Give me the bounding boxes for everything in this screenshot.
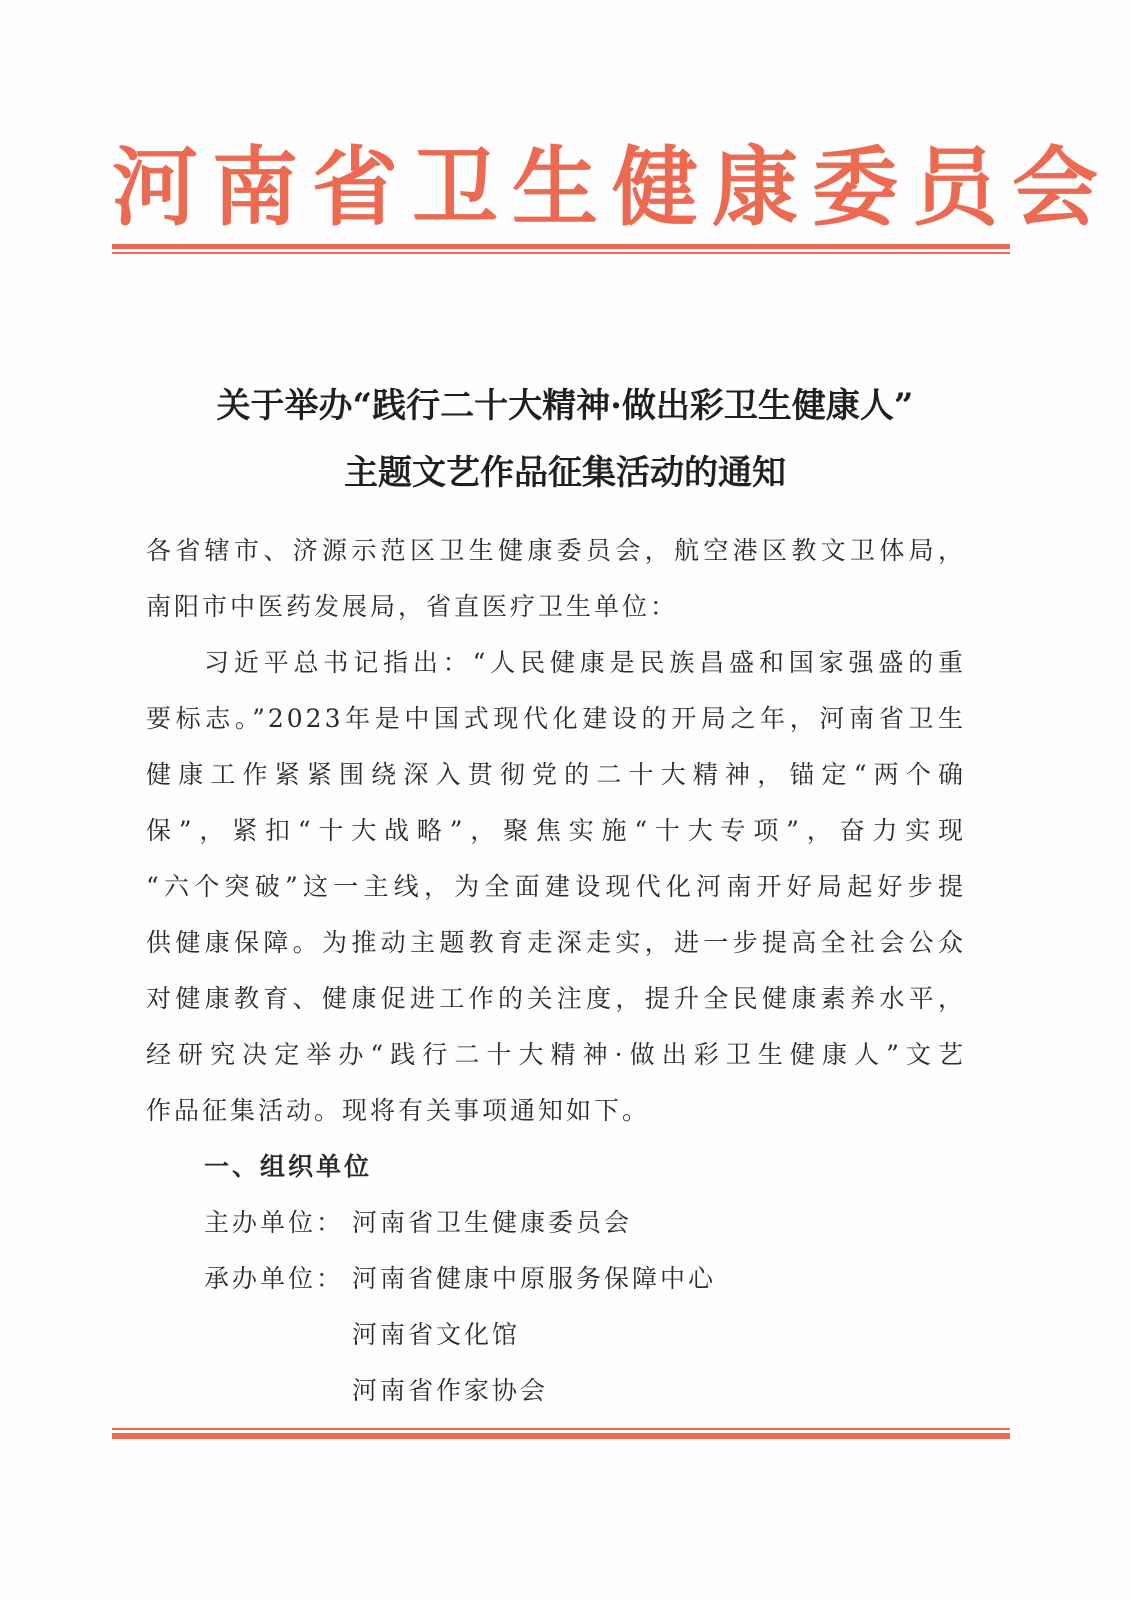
paragraph-line: 作品征集活动。现将有关事项通知如下。 — [146, 1096, 651, 1125]
footer-rule-thick — [112, 1433, 1010, 1439]
paragraph-line: 对健康教育、健康促进工作的关注度，提升全民健康素养水平， — [146, 984, 966, 1013]
organizer-item: 河南省作家协会 — [352, 1376, 549, 1405]
paragraph-line: 要标志。”2023年是中国式现代化建设的开局之年，河南省卫生 — [146, 704, 966, 733]
paragraph-line: 经研究决定举办“践行二十大精神·做出彩卫生健康人”文艺 — [146, 1040, 966, 1069]
addressee-line2: 南阳市中医药发展局，省直医疗卫生单位： — [146, 592, 679, 621]
addressee-line1: 各省辖市、济源示范区卫生健康委员会，航空港区教文卫体局， — [146, 536, 966, 565]
footer-rule-thin — [112, 1428, 1010, 1430]
notice-title-line2: 主题文艺作品征集活动的通知 — [344, 453, 786, 493]
paragraph-line: 供健康保障。为推动主题教育走深走实，进一步提高全社会公众 — [146, 928, 966, 957]
paragraph-line: 健康工作紧紧围绕深入贯彻党的二十大精神，锚定“两个确 — [146, 760, 966, 789]
host-value: 河南省卫生健康委员会 — [352, 1208, 633, 1237]
organizer-item: 河南省健康中原服务保障中心 — [352, 1264, 717, 1293]
paragraph-line: 保”，紧扣“十大战略”，聚焦实施“十大专项”，奋力实现 — [146, 816, 966, 845]
masthead-rule-thin — [112, 252, 1010, 254]
organizer-item: 河南省文化馆 — [352, 1320, 521, 1349]
masthead-rule-thick — [112, 244, 1010, 249]
paragraph-line: 习近平总书记指出：“人民健康是民族昌盛和国家强盛的重 — [204, 648, 966, 677]
masthead-org-name: 河南省卫生健康委员会 — [112, 137, 1112, 238]
paragraph-line: “六个突破”这一主线，为全面建设现代化河南开好局起好步提 — [146, 872, 966, 901]
section-heading: 一、组织单位 — [204, 1152, 373, 1181]
host-label: 主办单位： — [204, 1208, 345, 1237]
notice-title-line1: 关于举办“践行二十大精神·做出彩卫生健康人” — [216, 386, 914, 426]
organizer-label: 承办单位： — [204, 1264, 345, 1293]
